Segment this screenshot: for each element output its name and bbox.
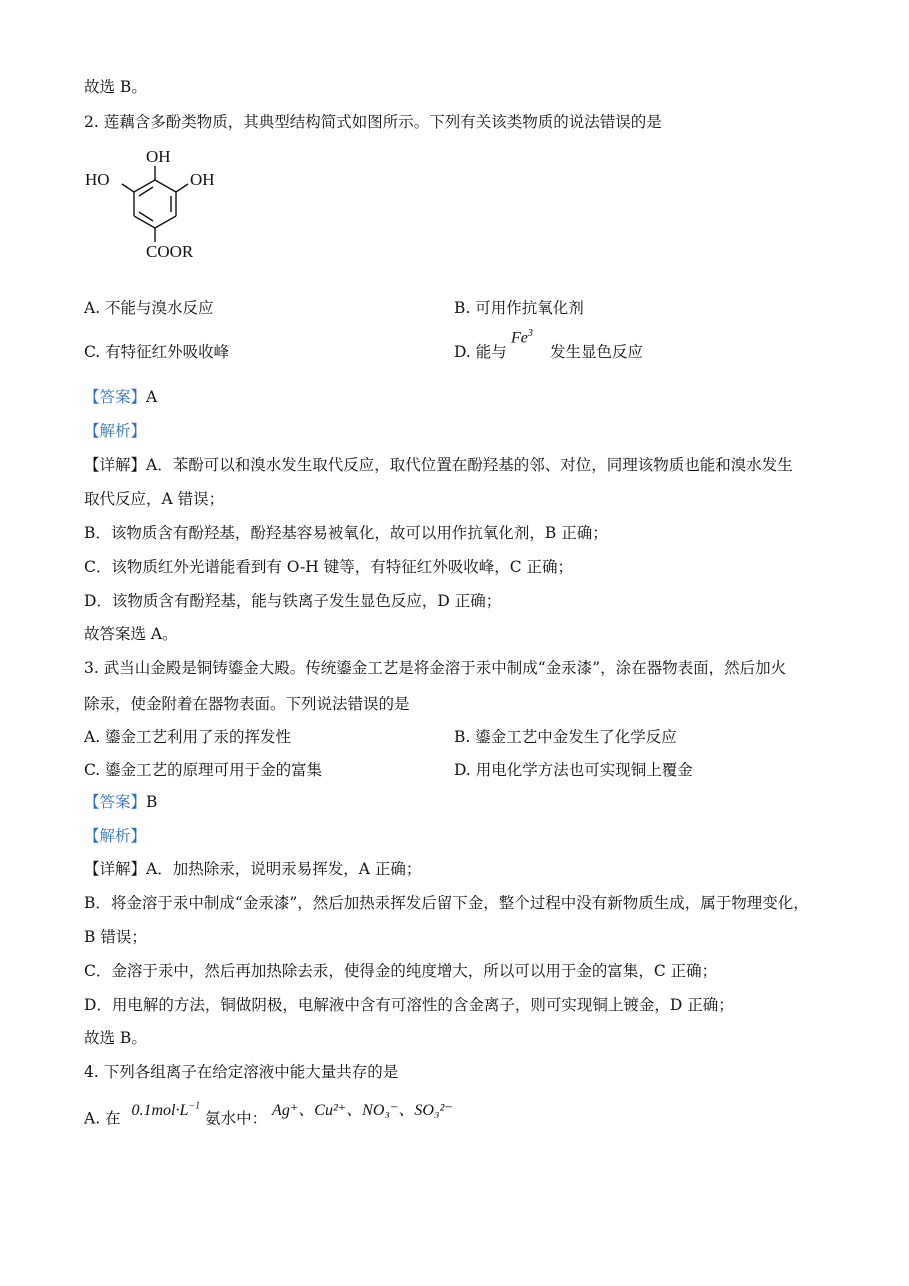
q4-option-a-label: A. 在: [84, 1109, 121, 1128]
q2-option-d: [454, 341, 507, 363]
q3-answer: [84, 791, 157, 813]
q2-option-d-suffix: 发生显色反应: [550, 343, 644, 361]
text-line: 故选 B。: [84, 1029, 147, 1047]
text-line: D．该物质含有酚羟基，能与铁离子发生显色反应，D 正确；: [84, 592, 502, 610]
ion-list: Ag⁺、Cu²⁺、NO₃⁻、SO₃²⁻: [272, 1102, 453, 1120]
text-line: 【详解】A．加热除汞，说明汞易挥发，A 正确；: [84, 860, 422, 878]
text-line: C．金溶于汞中，然后再加热除去汞，使得金的纯度增大，所以可以用于金的富集，C 正确；: [84, 962, 718, 980]
q2-answer: [84, 386, 157, 408]
question-3: 3. 武当山金殿是铜铸鎏金大殿。传统鎏金工艺是将金溶于汞中制成“金汞漆”，涂在器物表面，然后加火: [84, 659, 787, 677]
answer-value: B: [146, 793, 158, 811]
q2-analysis-tag: 【解析】: [84, 422, 147, 440]
text-line: B．将金溶于汞中制成“金汞漆”，然后加热汞挥发后留下金，整个过程中没有新物质生成，属于物理变化，: [84, 894, 809, 912]
fe-ion-symbol: Fe: [511, 329, 528, 347]
text-line: D．用电解的方法，铜做阴极，电解液中含有可溶性的含金离子，则可实现铜上镀金，D 正确；: [84, 996, 734, 1014]
coor-label: COOR: [146, 242, 194, 261]
q2-option-d-prefix: D. 能与: [454, 343, 507, 361]
question-4: 4. 下列各组离子在给定溶液中能大量共存的是: [84, 1063, 399, 1081]
concentration: [132, 1102, 201, 1119]
answer-tag: 【答案】: [84, 793, 147, 811]
text-line: 故选 B。: [84, 78, 147, 96]
fe-ion-charge: 3: [527, 328, 533, 339]
text-line: 故答案选 A。: [84, 625, 178, 643]
phenol-structure-diagram: [80, 140, 230, 270]
text-line: B 错误；: [84, 928, 147, 946]
text-line: 除汞，使金附着在器物表面。下列说法错误的是: [84, 695, 410, 713]
oh-right-label: OH: [190, 170, 215, 189]
question-2: 2. 莲藕含多酚类物质，其典型结构简式如图所示。下列有关该类物质的说法错误的是: [84, 113, 662, 131]
text-line: B．该物质含有酚羟基，酚羟基容易被氧化，故可以用作抗氧化剂，B 正确；: [84, 524, 608, 542]
q2-option-c: C. 有特征红外吸收峰: [84, 343, 230, 361]
q3-option-b: B. 鎏金工艺中金发生了化学反应: [454, 728, 677, 746]
q3-option-a: A. 鎏金工艺利用了汞的挥发性: [84, 728, 292, 746]
oh-left-label: HO: [85, 170, 110, 189]
q2-option-b: B. 可用作抗氧化剂: [454, 299, 584, 317]
text-line: 取代反应，A 错误；: [84, 490, 225, 508]
concentration-value: 0.1mol·L: [131, 1102, 189, 1120]
q4-option-a: [84, 1101, 453, 1130]
concentration-exponent: −1: [188, 1101, 201, 1112]
answer-tag: 【答案】: [84, 388, 147, 406]
q3-analysis-tag: 【解析】: [84, 827, 147, 845]
text-line: C．该物质红外光谱能看到有 O-H 键等，有特征红外吸收峰，C 正确；: [84, 558, 574, 576]
q3-option-d: D. 用电化学方法也可实现铜上覆金: [454, 761, 693, 779]
fe-ion: [511, 328, 533, 347]
q2-option-a: A. 不能与溴水反应: [84, 299, 214, 317]
solution-label: 氨水中：: [205, 1109, 268, 1128]
text-line: 【详解】A．苯酚可以和溴水发生取代反应，取代位置在酚羟基的邻、对位，同理该物质也能和溴水发生: [84, 456, 793, 474]
oh-top-label: OH: [146, 147, 171, 166]
answer-value: A: [146, 388, 158, 406]
q3-option-c: C. 鎏金工艺的原理可用于金的富集: [84, 761, 323, 779]
